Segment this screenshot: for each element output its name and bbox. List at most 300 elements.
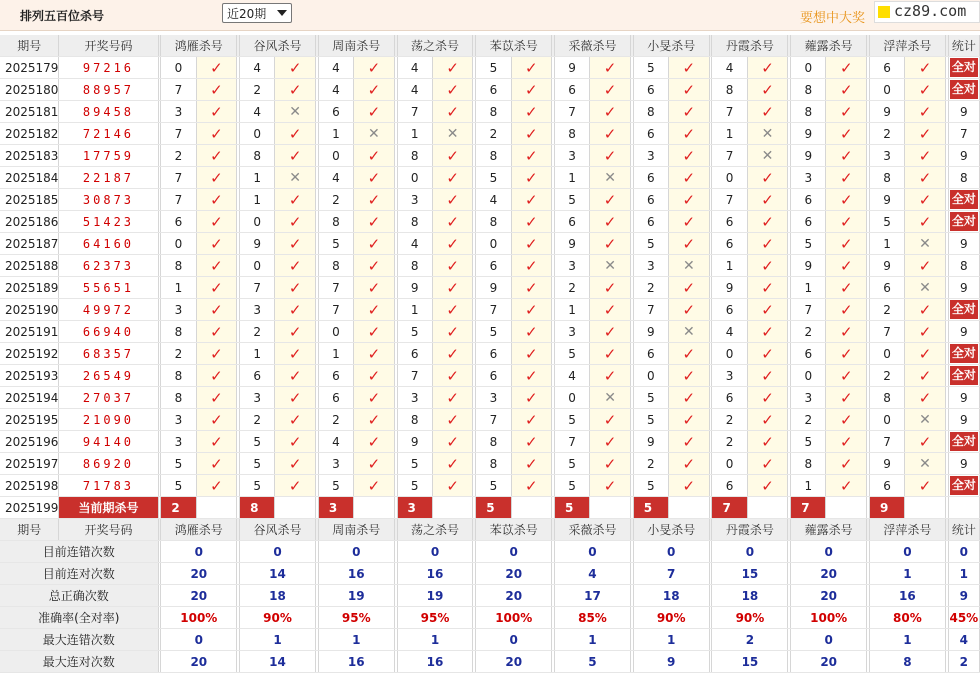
kill-number-cell: 6 xyxy=(712,211,747,233)
summary-value: 0 xyxy=(240,541,316,563)
check-icon: ✓ xyxy=(446,432,459,451)
stat-cell xyxy=(948,475,979,497)
kill-number-cell: 3 xyxy=(397,189,432,211)
kill-number-cell: 4 xyxy=(712,321,747,343)
kill-number-cell: 3 xyxy=(791,167,826,189)
kill-number-cell: 8 xyxy=(791,79,826,101)
kill-number-cell: 0 xyxy=(555,387,590,409)
summary-value: 18 xyxy=(240,585,316,607)
result-cell xyxy=(826,321,867,343)
check-icon: ✓ xyxy=(918,212,932,231)
winning-number-cell: 68357 xyxy=(59,343,158,365)
result-cell xyxy=(905,409,946,431)
kill-number-cell: 6 xyxy=(318,101,353,123)
summary-stat: 1 xyxy=(948,563,979,585)
result-cell xyxy=(826,299,867,321)
result-cell xyxy=(432,343,473,365)
check-icon: ✓ xyxy=(525,212,538,231)
kill-number-cell: 2 xyxy=(633,453,668,475)
result-cell xyxy=(275,79,316,101)
summary-value: 20 xyxy=(161,585,237,607)
promo-text[interactable]: 要想中大奖 xyxy=(800,11,866,26)
check-icon: ✓ xyxy=(446,102,459,121)
kill-number-cell: 3 xyxy=(161,431,196,453)
result-cell xyxy=(432,145,473,167)
check-icon: ✓ xyxy=(761,476,774,495)
result-cell xyxy=(590,211,631,233)
result-cell xyxy=(275,321,316,343)
result-cell xyxy=(275,431,316,453)
summary-label: 最大连对次数 xyxy=(0,651,158,673)
period-cell: 2025187 xyxy=(0,233,59,255)
result-cell xyxy=(747,365,788,387)
check-icon: ✓ xyxy=(839,146,853,165)
summary-value: 0 xyxy=(397,541,473,563)
result-cell xyxy=(275,277,316,299)
header-expert: 丹霞杀号 xyxy=(712,35,788,57)
summary-value: 5 xyxy=(555,651,631,673)
result-cell xyxy=(747,277,788,299)
check-icon: ✓ xyxy=(761,256,774,275)
kill-number-cell: 0 xyxy=(318,321,353,343)
kill-number-cell: 0 xyxy=(240,255,275,277)
result-cell xyxy=(511,57,552,79)
check-icon: ✓ xyxy=(446,234,459,253)
result-cell xyxy=(905,431,946,453)
check-icon: ✓ xyxy=(761,102,774,121)
result-cell xyxy=(432,365,473,387)
site-logo[interactable] xyxy=(874,1,980,23)
result-cell xyxy=(668,145,709,167)
kill-number-cell: 6 xyxy=(318,365,353,387)
summary-value: 95% xyxy=(397,607,473,629)
check-icon: ✓ xyxy=(603,344,617,363)
kill-number-cell: 3 xyxy=(240,299,275,321)
cross-icon: ✕ xyxy=(289,103,301,120)
kill-number-cell: 6 xyxy=(555,79,590,101)
result-cell xyxy=(196,57,237,79)
check-icon: ✓ xyxy=(525,454,538,473)
check-icon: ✓ xyxy=(761,212,774,231)
header-period: 期号 xyxy=(0,519,59,541)
check-icon: ✓ xyxy=(525,366,538,385)
summary-value: 19 xyxy=(397,585,473,607)
period-cell: 2025190 xyxy=(0,299,59,321)
cross-icon: ✕ xyxy=(604,169,616,186)
header-expert: 苯苡杀号 xyxy=(476,35,552,57)
result-cell xyxy=(196,453,237,475)
result-cell xyxy=(590,79,631,101)
check-icon: ✓ xyxy=(839,344,853,363)
check-icon: ✓ xyxy=(446,146,459,165)
check-icon: ✓ xyxy=(682,80,696,99)
result-cell xyxy=(432,79,473,101)
check-icon: ✓ xyxy=(446,366,459,385)
table-row xyxy=(0,365,980,387)
kill-number-cell: 6 xyxy=(869,475,904,497)
result-cell xyxy=(905,321,946,343)
result-cell xyxy=(275,145,316,167)
winning-number-cell: 51423 xyxy=(59,211,158,233)
result-cell xyxy=(432,57,473,79)
kill-number-cell: 9 xyxy=(555,233,590,255)
check-icon: ✓ xyxy=(525,80,538,99)
result-cell xyxy=(275,475,316,497)
check-icon: ✓ xyxy=(682,366,696,385)
result-cell xyxy=(826,431,867,453)
result-cell xyxy=(354,167,395,189)
table-row xyxy=(0,57,980,79)
check-icon: ✓ xyxy=(210,388,223,407)
kill-number-cell: 1 xyxy=(318,343,353,365)
stat-cell: 9 xyxy=(948,101,979,123)
check-icon: ✓ xyxy=(288,146,302,165)
result-cell xyxy=(511,233,552,255)
check-icon: ✓ xyxy=(288,388,302,407)
result-cell xyxy=(196,387,237,409)
stat-cell xyxy=(948,57,979,79)
result-cell xyxy=(668,233,709,255)
kill-number-cell: 0 xyxy=(791,57,826,79)
current-kill-blank xyxy=(747,497,788,519)
summary-value: 0 xyxy=(712,541,788,563)
check-icon: ✓ xyxy=(210,190,223,209)
current-stat-blank xyxy=(948,497,979,519)
header-expert: 鸿雁杀号 xyxy=(161,35,237,57)
check-icon: ✓ xyxy=(288,80,302,99)
summary-value: 1 xyxy=(397,629,473,651)
current-kill-number: 8 xyxy=(240,497,275,519)
check-icon: ✓ xyxy=(446,190,459,209)
check-icon: ✓ xyxy=(603,366,617,385)
kill-number-cell: 5 xyxy=(318,475,353,497)
kill-number-cell: 3 xyxy=(397,387,432,409)
kill-number-cell: 2 xyxy=(791,321,826,343)
winning-number-cell: 26549 xyxy=(59,365,158,387)
period-cell: 2025196 xyxy=(0,431,59,453)
kill-number-cell: 5 xyxy=(476,475,511,497)
kill-number-cell: 0 xyxy=(712,343,747,365)
check-icon: ✓ xyxy=(918,190,932,209)
check-icon: ✓ xyxy=(839,476,853,495)
summary-value: 20 xyxy=(476,585,552,607)
result-cell xyxy=(905,167,946,189)
summary-value: 18 xyxy=(712,585,788,607)
summary-value: 16 xyxy=(397,563,473,585)
kill-number-cell: 8 xyxy=(476,453,511,475)
kill-number-cell: 6 xyxy=(633,211,668,233)
kill-number-cell: 1 xyxy=(791,475,826,497)
check-icon: ✓ xyxy=(839,278,853,297)
summary-row xyxy=(0,651,980,673)
check-icon: ✓ xyxy=(682,300,696,319)
result-cell xyxy=(590,233,631,255)
kill-number-cell: 3 xyxy=(161,101,196,123)
result-cell xyxy=(275,365,316,387)
check-icon: ✓ xyxy=(918,80,932,99)
result-cell xyxy=(354,453,395,475)
summary-value: 1 xyxy=(318,629,394,651)
result-cell xyxy=(432,387,473,409)
check-icon: ✓ xyxy=(603,234,617,253)
result-cell xyxy=(196,189,237,211)
kill-number-cell: 6 xyxy=(397,343,432,365)
check-icon: ✓ xyxy=(839,168,853,187)
stat-cell: 9 xyxy=(948,277,979,299)
period-cell: 2025195 xyxy=(0,409,59,431)
summary-value: 1 xyxy=(633,629,709,651)
result-cell xyxy=(354,189,395,211)
result-cell xyxy=(275,189,316,211)
kill-number-cell: 6 xyxy=(633,167,668,189)
kill-number-cell: 6 xyxy=(791,189,826,211)
kill-number-cell: 8 xyxy=(161,365,196,387)
kill-number-cell: 5 xyxy=(397,475,432,497)
kill-number-cell: 4 xyxy=(318,57,353,79)
stat-cell: 8 xyxy=(948,167,979,189)
kill-number-cell: 1 xyxy=(397,123,432,145)
winning-number-cell: 88957 xyxy=(59,79,158,101)
check-icon: ✓ xyxy=(603,102,617,121)
kill-number-cell: 8 xyxy=(791,101,826,123)
check-icon: ✓ xyxy=(446,322,459,341)
kill-number-cell: 9 xyxy=(476,277,511,299)
header-expert: 采薇杀号 xyxy=(555,519,631,541)
current-kill-number: 3 xyxy=(397,497,432,519)
check-icon: ✓ xyxy=(525,388,538,407)
check-icon: ✓ xyxy=(446,168,459,187)
kill-number-cell: 4 xyxy=(318,431,353,453)
check-icon: ✓ xyxy=(918,476,932,495)
winning-number-cell: 72146 xyxy=(59,123,158,145)
result-cell xyxy=(905,123,946,145)
kill-number-cell: 3 xyxy=(161,409,196,431)
all-correct-badge: 全对 xyxy=(950,344,978,363)
check-icon: ✓ xyxy=(367,322,381,341)
period-cell: 2025186 xyxy=(0,211,59,233)
result-cell xyxy=(511,277,552,299)
kill-number-cell: 7 xyxy=(476,409,511,431)
check-icon: ✓ xyxy=(761,80,774,99)
kill-number-cell: 8 xyxy=(869,387,904,409)
check-icon: ✓ xyxy=(446,58,459,77)
summary-value: 4 xyxy=(555,563,631,585)
check-icon: ✓ xyxy=(603,278,617,297)
kill-number-cell: 5 xyxy=(555,409,590,431)
summary-value: 95% xyxy=(318,607,394,629)
current-kill-blank xyxy=(275,497,316,519)
summary-value: 0 xyxy=(633,541,709,563)
result-cell xyxy=(511,167,552,189)
result-cell xyxy=(590,343,631,365)
kill-number-cell: 5 xyxy=(633,57,668,79)
table-row xyxy=(0,189,980,211)
kill-number-cell: 8 xyxy=(318,211,353,233)
kill-number-cell: 6 xyxy=(633,123,668,145)
table-row xyxy=(0,211,980,233)
kill-number-cell: 3 xyxy=(240,387,275,409)
winning-number-cell: 27037 xyxy=(59,387,158,409)
table-row xyxy=(0,145,980,167)
cross-icon: ✕ xyxy=(604,257,616,274)
result-cell xyxy=(747,255,788,277)
kill-number-cell: 1 xyxy=(161,277,196,299)
kill-number-cell: 9 xyxy=(791,145,826,167)
result-cell xyxy=(354,233,395,255)
period-cell: 2025193 xyxy=(0,365,59,387)
kill-number-cell: 6 xyxy=(633,79,668,101)
check-icon: ✓ xyxy=(918,256,932,275)
period-cell: 2025191 xyxy=(0,321,59,343)
kill-number-cell: 2 xyxy=(869,123,904,145)
check-icon: ✓ xyxy=(446,388,459,407)
cross-icon: ✕ xyxy=(682,257,695,274)
period-cell: 2025183 xyxy=(0,145,59,167)
result-cell xyxy=(747,101,788,123)
current-kill-blank xyxy=(905,497,946,519)
kill-number-cell: 2 xyxy=(161,343,196,365)
check-icon: ✓ xyxy=(525,476,538,495)
result-cell xyxy=(275,299,316,321)
check-icon: ✓ xyxy=(918,366,932,385)
stat-cell: 9 xyxy=(948,145,979,167)
stat-cell: 7 xyxy=(948,123,979,145)
kill-number-cell: 0 xyxy=(161,57,196,79)
current-kill-blank xyxy=(196,497,237,519)
result-cell xyxy=(590,475,631,497)
result-cell xyxy=(826,101,867,123)
check-icon: ✓ xyxy=(682,344,696,363)
kill-number-cell: 6 xyxy=(791,211,826,233)
winning-number-cell: 64160 xyxy=(59,233,158,255)
kill-number-cell: 2 xyxy=(476,123,511,145)
result-cell xyxy=(275,101,316,123)
check-icon: ✓ xyxy=(839,388,853,407)
result-cell xyxy=(747,123,788,145)
result-cell xyxy=(905,79,946,101)
stat-cell: 9 xyxy=(948,409,979,431)
result-cell xyxy=(590,299,631,321)
check-icon: ✓ xyxy=(288,366,302,385)
table-row xyxy=(0,387,980,409)
kill-number-cell: 0 xyxy=(712,453,747,475)
summary-value: 1 xyxy=(869,563,945,585)
period-cell: 2025189 xyxy=(0,277,59,299)
period-cell: 2025192 xyxy=(0,343,59,365)
check-icon: ✓ xyxy=(367,256,381,275)
check-icon: ✓ xyxy=(288,124,302,143)
result-cell xyxy=(826,343,867,365)
kill-number-cell: 1 xyxy=(555,299,590,321)
result-cell xyxy=(511,211,552,233)
check-icon: ✓ xyxy=(603,300,617,319)
table-row xyxy=(0,167,980,189)
kill-number-cell: 8 xyxy=(791,453,826,475)
kill-number-cell: 7 xyxy=(318,299,353,321)
summary-value: 14 xyxy=(240,563,316,585)
result-cell xyxy=(432,475,473,497)
all-correct-badge: 全对 xyxy=(950,476,978,495)
kill-number-cell: 4 xyxy=(712,57,747,79)
period-range-select[interactable] xyxy=(222,3,292,23)
check-icon: ✓ xyxy=(761,300,774,319)
period-cell: 2025197 xyxy=(0,453,59,475)
header-expert: 苯苡杀号 xyxy=(476,519,552,541)
result-cell xyxy=(826,277,867,299)
check-icon: ✓ xyxy=(288,278,302,297)
result-cell xyxy=(826,145,867,167)
summary-label: 目前连对次数 xyxy=(0,563,158,585)
summary-value: 16 xyxy=(869,585,945,607)
winning-number-cell: 97216 xyxy=(59,57,158,79)
check-icon: ✓ xyxy=(603,146,617,165)
kill-number-cell: 8 xyxy=(712,79,747,101)
check-icon: ✓ xyxy=(839,432,853,451)
check-icon: ✓ xyxy=(210,168,223,187)
result-cell xyxy=(668,299,709,321)
check-icon: ✓ xyxy=(367,300,381,319)
logo-square-icon xyxy=(878,6,890,18)
result-cell xyxy=(432,123,473,145)
result-cell xyxy=(668,431,709,453)
summary-value: 0 xyxy=(869,541,945,563)
kill-number-cell: 2 xyxy=(791,409,826,431)
kill-number-cell: 7 xyxy=(397,365,432,387)
stat-cell xyxy=(948,211,979,233)
table-row xyxy=(0,299,980,321)
kill-number-cell: 8 xyxy=(633,101,668,123)
check-icon: ✓ xyxy=(367,388,381,407)
current-kill-number: 9 xyxy=(869,497,904,519)
kill-number-cell: 0 xyxy=(318,145,353,167)
current-kill-blank xyxy=(668,497,709,519)
header-expert: 周南杀号 xyxy=(318,519,394,541)
check-icon: ✓ xyxy=(839,190,853,209)
result-cell xyxy=(196,343,237,365)
header-expert: 小旻杀号 xyxy=(633,519,709,541)
result-cell xyxy=(196,255,237,277)
kill-number-cell: 1 xyxy=(240,189,275,211)
kill-number-cell: 5 xyxy=(633,409,668,431)
check-icon: ✓ xyxy=(210,322,223,341)
result-cell xyxy=(354,211,395,233)
summary-value: 0 xyxy=(318,541,394,563)
result-cell xyxy=(905,101,946,123)
result-cell xyxy=(668,189,709,211)
check-icon: ✓ xyxy=(761,366,774,385)
cross-icon: ✕ xyxy=(919,411,931,428)
result-cell xyxy=(196,79,237,101)
check-icon: ✓ xyxy=(682,190,696,209)
winning-number-cell: 71783 xyxy=(59,475,158,497)
check-icon: ✓ xyxy=(918,58,932,77)
kill-number-cell: 5 xyxy=(555,343,590,365)
result-cell xyxy=(747,343,788,365)
check-icon: ✓ xyxy=(603,212,617,231)
kill-number-cell: 7 xyxy=(161,79,196,101)
table-row xyxy=(0,343,980,365)
result-cell xyxy=(826,387,867,409)
kill-number-cell: 8 xyxy=(397,409,432,431)
kill-number-cell: 7 xyxy=(397,101,432,123)
check-icon: ✓ xyxy=(918,146,932,165)
check-icon: ✓ xyxy=(761,190,774,209)
check-icon: ✓ xyxy=(525,124,538,143)
header-expert: 谷风杀号 xyxy=(240,35,316,57)
kill-number-cell: 3 xyxy=(633,255,668,277)
check-icon: ✓ xyxy=(288,234,302,253)
check-icon: ✓ xyxy=(446,80,459,99)
